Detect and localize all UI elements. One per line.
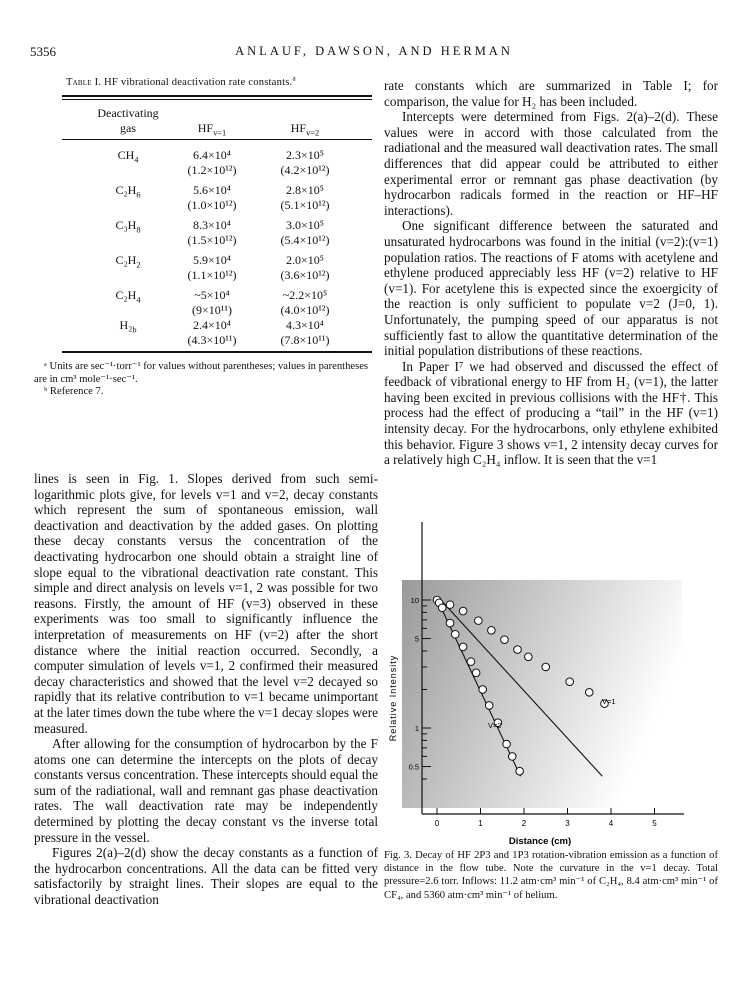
y-tick-label: 0.5 [408, 762, 419, 772]
left-paragraph-1: lines is seen in Fig. 1. Slopes derived from such semi-logarithmic plots give, for levels v=1 and v=2, decay constants which represent the sum of spontaneous emission, wall deactivation and deactivation by the added gases. On plotting these decay constants versus the concentration of the deactivating hydrocarbon one should obtain a straight line of slope equal to the vibrational deactivation rate constant. This simple and direct analysis on levels v=1, 2 was possible for two reasons. Firstly, the amount of HF (v=3) observed in these experiments was too small to significantly influence the interpretation of measurements on HF (v=2) after the short distance where the initial reaction occurred. Secondly, a computer simulation of levels v=1, 2 confirmed their measured decay characteristics and showed that the level v=2 decayed so rapidly that its relative contribution to v=1 became unimportant at the later times down the tube where the v=1 decay slopes were measured. [34, 471, 378, 736]
table-cell-gas: $C_2H_2$ [115, 253, 141, 270]
data-point-v1 [514, 646, 522, 654]
data-point-v2 [472, 669, 480, 677]
footnote-a: ᵃ Units are sec⁻¹·torr⁻¹ for values without parentheses; values in parentheses are in cm³ mole⁻¹·sec⁻¹. [34, 361, 369, 385]
table-cell-v2-paren: (4.2×10¹²) [280, 163, 330, 177]
table-cell-v1-paren: (1.5×10¹²) [187, 233, 237, 247]
running-head: ANLAUF, DAWSON, AND HERMAN [235, 44, 513, 58]
col-header-v2: $HF_{v=2}$ [290, 121, 320, 138]
table-cell-v1-paren: (4.3×10¹¹) [187, 333, 237, 347]
table-cell-v1-paren: (1.2×10¹²) [187, 163, 237, 177]
table-cell-gas: $C_2H_6$ [115, 183, 141, 200]
x-tick-label: 4 [608, 819, 614, 828]
x-axis-label: Distance (cm) [508, 836, 572, 847]
table-cell-v1: 5.6×10⁴ [193, 183, 231, 197]
table-cell-v1-paren: (1.1×10¹²) [187, 268, 237, 282]
table-top-rule-2 [62, 99, 372, 100]
table-cell-v2: 2.0×10⁵ [286, 253, 324, 267]
figure-3-plot [388, 518, 692, 848]
footnote-b: ᵇ Reference 7. [44, 386, 104, 398]
table-cell-v1: 5.9×10⁴ [193, 253, 231, 267]
table-cell-gas: $CH_4$ [117, 148, 139, 165]
label-v1: V=1 [602, 697, 616, 706]
table-cell-v2-paren: (4.0×10¹²) [280, 303, 330, 317]
table-header-rule [62, 139, 372, 140]
table-cell-v2: 4.3×10⁴ [286, 318, 324, 332]
table-cell-v2-paren: (3.6×10¹²) [280, 268, 330, 282]
table-cell-v2-paren: (5.1×10¹²) [280, 198, 330, 212]
col-header-v1: $HF_{v=1}$ [197, 121, 227, 138]
label-v2: V=2 [488, 721, 502, 730]
data-point-v2 [467, 658, 475, 666]
data-point-v2 [503, 740, 511, 748]
data-point-v2 [446, 619, 454, 627]
y-tick-label: 5 [414, 634, 419, 644]
data-point-v1 [542, 663, 550, 671]
right-paragraph-3: One significant difference between the saturated and unsaturated hydrocarbons was found in the initial (v=2):(v=1) population ratios. The reactions of F atoms with acetylene and ethylene produced appreciably less HF (v=2) relative to HF (v=1). For acetylene this is expected since the exoergicity of the reaction is only sufficient to populate v=2 (J=0, 1). Unfortunately, the pumping speed of our apparatus is not sufficiently fast to allow the quantitative determination of the initial population distributions of these reactions. [384, 218, 718, 359]
table-cell-v2-paren: (7.8×10¹¹) [280, 333, 330, 347]
table-cell-v2: 2.8×10⁵ [286, 183, 324, 197]
table-title [66, 73, 296, 88]
right-paragraph-4: In Paper I⁷ we had observed and discussed the effect of feedback of vibrational energy to HF from H₂ (v=1), the latter having been excited in previous collisions with the HF†. This process had the effect of producing a “tail” in the HF (v=1) intensity decay. For the hydrocarbons, only ethylene exhibited this behavior. Figure 3 shows v=1, 2 intensity decay curves for a relatively high C₂H₄ inflow. It is seen that the v=1 [384, 358, 718, 468]
data-point-v1 [488, 626, 496, 634]
page-number: 5356 [30, 44, 56, 59]
left-paragraph-3: Figures 2(a)–2(d) show the decay constants as a function of the hydrocarbon concentrations. All the data can be fitted very satisfactorily by straight lines. Their slopes are equal to the vibrational deactivation [34, 845, 378, 908]
data-point-v2 [459, 643, 467, 651]
table-top-rule [62, 95, 372, 97]
data-point-v1 [459, 607, 467, 615]
table-cell-v2: 2.3×10⁵ [286, 148, 324, 162]
y-tick-label: 10 [410, 596, 419, 605]
y-tick-label: 1 [414, 724, 419, 733]
table-cell-v1: 8.3×10⁴ [193, 218, 231, 232]
table-cell-v1-paren: (9×10¹¹) [192, 303, 232, 317]
right-paragraph-2: Intercepts were determined from Figs. 2(a)–2(d). These values were in accord with those calculated from the radiational and the measured wall deactivation rates. The small differences that did appear could be attributed to either experimental error or remnant gas phase deactivation (by hydrocarbon radicals formed in the reaction or HF–HF interactions). [384, 109, 718, 218]
data-point-v1 [585, 689, 593, 697]
table-cell-gas: $C_2H_4$ [115, 288, 141, 305]
data-point-v2 [485, 702, 493, 710]
data-point-v1 [475, 617, 483, 625]
right-paragraph-1: rate constants which are summarized in Table I; for comparison, the value for H₂ has been included. [384, 78, 718, 109]
table-bottom-rule [62, 351, 372, 353]
col-header-gas-2: gas [120, 121, 136, 135]
x-tick-label: 5 [652, 819, 657, 828]
x-tick-label: 1 [478, 819, 483, 828]
table-caption: HF vibrational deactivation rate constants. [104, 77, 293, 88]
table-title-note: a [292, 73, 296, 83]
left-column [34, 471, 378, 908]
table-cell-v2: ~2.2×10⁵ [282, 288, 328, 302]
table-footnotes [34, 361, 380, 399]
table-cell-v2: 3.0×10⁵ [286, 218, 324, 232]
data-point-v1 [525, 653, 533, 661]
data-point-v2 [451, 630, 459, 638]
col-header-gas-1: Deactivating [97, 106, 159, 120]
data-point-v1 [501, 636, 509, 644]
x-tick-label: 0 [434, 819, 440, 828]
table-cell-v1: ~5×10⁴ [194, 288, 230, 302]
left-paragraph-2: After allowing for the consumption of hydrocarbon by the F atoms one can determine the intercepts on the plots of decay constants versus concentration. These intercepts should equal the sum of the radiational, wall and remnant gas phase deactivation rates. The wall deactivation rate may be independently determined by plotting the decay constant vs the inverse total pressure in the vessel. [34, 736, 378, 845]
data-point-v1 [566, 678, 574, 686]
table-cell-v1: 6.4×10⁴ [193, 148, 231, 162]
figure-caption: Fig. 3. Decay of HF 2P3 and 1P3 rotation-vibration emission as a function of distance in the flow tube. Note the curvature in the v=1 decay. Total pressure=2.6 torr. Inflows: 11.2 atm·cm³ min⁻¹ of C₂H₄, 8.4 atm·cm³ min⁻¹ of CF₄, and 5360 atm·cm³ min⁻¹ of helium. [384, 850, 718, 901]
data-point-v2 [479, 686, 487, 694]
data-point-v2 [516, 767, 524, 775]
table-label: Table I. [66, 77, 102, 88]
table-cell-v1: 2.4×10⁴ [193, 318, 231, 332]
data-point-v2 [438, 604, 446, 612]
table-cell-gas: $H_2_b$ [119, 318, 137, 335]
data-point-v2 [508, 753, 516, 761]
table-cell-v1-paren: (1.0×10¹²) [187, 198, 237, 212]
table-cell-gas: $C_3H_8$ [115, 218, 141, 235]
data-point-v1 [446, 601, 454, 609]
x-tick-label: 3 [565, 819, 570, 828]
table-cell-v2-paren: (5.4×10¹²) [280, 233, 330, 247]
x-tick-label: 2 [521, 819, 527, 828]
y-axis-label: Relative Intensity [388, 654, 398, 742]
right-column [384, 78, 718, 468]
